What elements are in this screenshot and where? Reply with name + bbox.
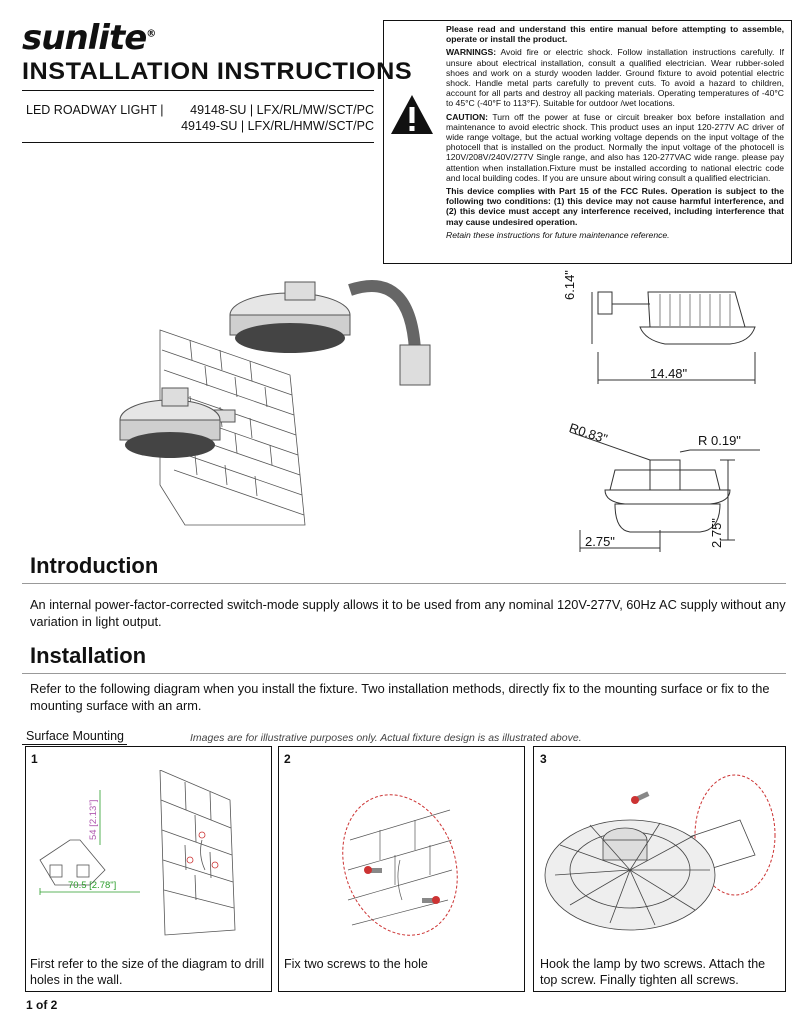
dim-base: 2.75" <box>585 534 615 549</box>
step-3-number: 3 <box>540 752 547 766</box>
divider <box>22 142 374 143</box>
brand-logo: sunlite® <box>22 18 156 58</box>
divider <box>22 744 127 745</box>
step-1-diagram <box>30 770 268 950</box>
step-3-text: Hook the lamp by two screws. Attach the top screw. Finally tighten all screws. <box>540 957 766 987</box>
installation-heading: Installation <box>30 643 147 668</box>
retain-note: Retain these instructions for future maintenance reference. <box>446 229 670 240</box>
step-1-dim-vertical: 54 [2.13"] <box>88 799 99 840</box>
dim-radius-large: R0.83" <box>567 420 610 447</box>
model-2: 49149-SU | LFX/RL/HMW/SCT/PC <box>181 119 374 133</box>
warning-icon <box>389 92 435 138</box>
method-label: Surface Mounting <box>26 729 124 743</box>
dim-radius-small: R 0.19" <box>698 433 741 448</box>
product-line: LED ROADWAY LIGHT | <box>26 103 164 117</box>
divider <box>22 90 374 91</box>
warning-text: Please read and understand this entire manual before attempting to assemble, operate or install the product. WARNINGS: Avoid fire or electric shock. Follow installation instructions carefully. If unsure about electrical installation, consult a qualified electrician. Wear rubber-soled shoes and work on a sturdy wooden ladder. Ground fixture to avoid potential electric shock. Handle metal parts carefully to prevent cuts. To avoid a hazard to children, account for all parts and destroy all packing materials. Operating temperatures of -40°C to 45°C (-40°F to 113°F). Suitable for outdoor /wet locations. CAUTION: Turn off the power at fuse or circuit breaker box before installation and maintenance to avoid electric shock. This product uses an input 120-277V AC driver of wide range voltage, but the actual working voltage depends on the input voltage of the photocell that is installed on the product. Normally the input voltage of the photocell is 120V/208V/240V/277V Single range, and also has 120-277VAC wide range. please pay attention when installation.Fixture must be installed according to national electric code and local building codes. If you are unsure about wiring consult a qualified electrician. This device complies with Part 15 of the FCC Rules. Operation is subject to the following two conditions: (1) this device may not cause harmful interference, and (2) this device must accept any interference received, including interference that may cause undesired operation. Retain these instructions for future maintenance reference. <box>446 24 784 240</box>
product-illustration <box>110 270 520 530</box>
model-1: 49148-SU | LFX/RL/MW/SCT/PC <box>190 103 374 117</box>
warning-intro: Please read and understand this entire manual before attempting to assemble, operate or install the product. <box>446 24 784 45</box>
page-number: 1 of 2 <box>26 998 58 1012</box>
illustration-note: Images are for illustrative purposes only. Actual fixture design is as illustrated above. <box>190 732 582 744</box>
step-2-text: Fix two screws to the hole <box>284 957 428 971</box>
dim-width: 14.48" <box>650 366 688 381</box>
page-title: INSTALLATION INSTRUCTIONS <box>22 58 413 85</box>
model-block <box>26 102 374 134</box>
installation-text: Refer to the following diagram when you install the fixture. Two installation methods, directly fix to the mounting surface or fix to the mounting surface with an arm. <box>30 681 770 713</box>
screw-icon <box>422 896 440 904</box>
dim-side: 2.75" <box>709 518 724 548</box>
fcc-notice: This device complies with Part 15 of the FCC Rules. Operation is subject to the following two conditions: (1) this device may not cause harmful interference, and (2) this device must accept any interference received, including interference that may cause undesired operation. <box>446 186 784 227</box>
step-2-number: 2 <box>284 752 291 766</box>
intro-text: An internal power-factor-corrected switch-mode supply allows it to be used from any nominal 120V-277V, 60Hz AC supply without any variation in light output. <box>30 597 786 629</box>
fixture-wall-mount <box>120 388 235 458</box>
dim-height: 6.14" <box>562 270 577 300</box>
divider <box>22 583 786 584</box>
step-2-diagram <box>330 790 480 950</box>
step-1-number: 1 <box>31 752 38 766</box>
intro-heading: Introduction <box>30 553 159 578</box>
step-1-dim-horizontal: 70.5 [2.78"] <box>68 880 117 891</box>
step-3-diagram <box>540 765 780 955</box>
divider <box>22 673 786 674</box>
fixture-arm-mount <box>230 282 350 353</box>
screw-icon <box>631 791 649 804</box>
screw-icon <box>364 866 382 874</box>
step-1-text: First refer to the size of the diagram to drill holes in the wall. <box>30 957 265 987</box>
